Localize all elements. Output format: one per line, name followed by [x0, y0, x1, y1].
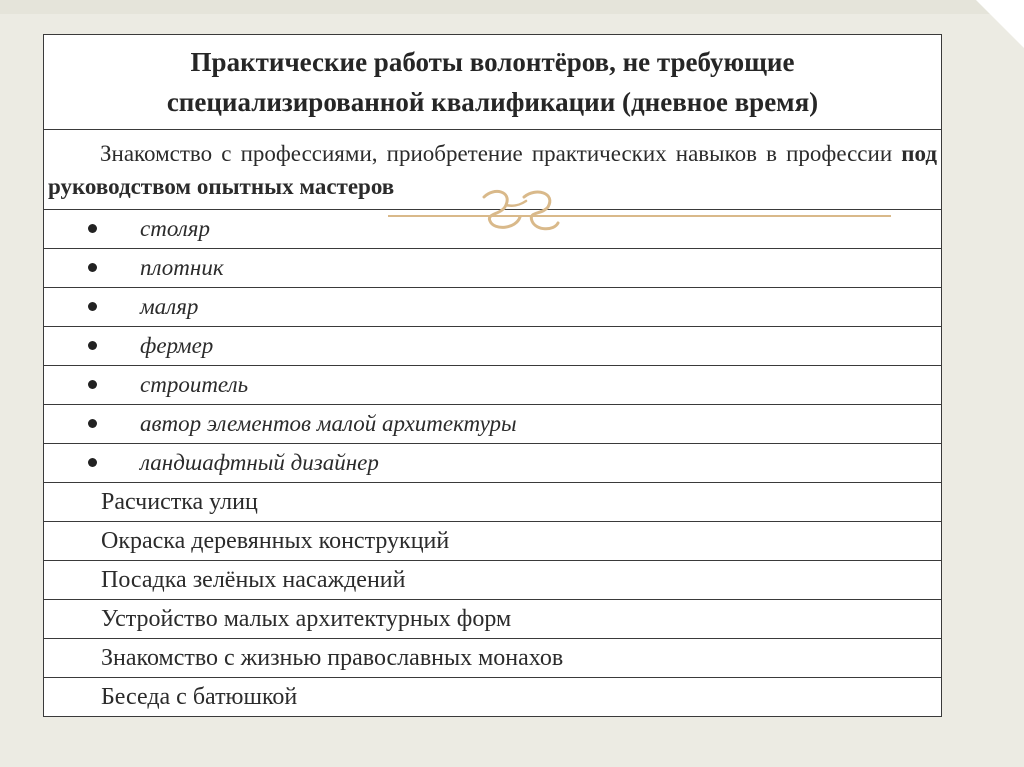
task-cell: Беседа с батюшкой [44, 678, 942, 717]
bullet-icon [88, 302, 97, 311]
profession-label: фермер [140, 333, 214, 358]
page-curl-corner [976, 0, 1024, 48]
table-row [44, 327, 942, 366]
table-row [44, 678, 942, 717]
task-cell: Расчистка улиц [44, 483, 942, 522]
bullet-icon [88, 458, 97, 467]
title-line-2: специализированной квалификации (дневное время) [166, 87, 819, 117]
slide-top-frame [0, 0, 1024, 14]
profession-cell [44, 366, 942, 405]
table-row [44, 522, 942, 561]
profession-cell [44, 327, 942, 366]
profession-cell [44, 249, 942, 288]
table-row [44, 249, 942, 288]
table-row [44, 639, 942, 678]
intro-bold-text: под руководством опытных мастеров [48, 140, 937, 199]
volunteer-works-table [43, 34, 942, 717]
profession-label: маляр [140, 294, 199, 319]
intro-text: Знакомство с профессиями, приобретение практических навыков в профессии [100, 140, 902, 166]
bullet-icon [88, 380, 97, 389]
table-row [44, 600, 942, 639]
bullet-icon [88, 341, 97, 350]
profession-cell [44, 405, 942, 444]
title-line-1: Практические работы волонтёров, не требующие [190, 47, 795, 77]
task-cell: Устройство малых архитектурных форм [44, 600, 942, 639]
task-cell: Посадка зелёных насаждений [44, 561, 942, 600]
table-row [44, 561, 942, 600]
table-row [44, 483, 942, 522]
profession-label: строитель [140, 372, 249, 397]
profession-label: плотник [140, 255, 224, 280]
bullet-icon [88, 263, 97, 272]
table-row [44, 444, 942, 483]
decorative-divider-line [388, 215, 891, 217]
bullet-icon [88, 224, 97, 233]
profession-label: столяр [140, 216, 210, 241]
table-row [44, 288, 942, 327]
profession-cell [44, 288, 942, 327]
task-cell: Окраска деревянных конструкций [44, 522, 942, 561]
table-title [44, 35, 942, 130]
flourish-ornament-icon [476, 185, 562, 237]
table-header-row [44, 35, 942, 130]
task-cell: Знакомство с жизнью православных монахов [44, 639, 942, 678]
table-row [44, 405, 942, 444]
profession-label: автор элементов малой архитектуры [140, 411, 517, 436]
profession-label: ландшафтный дизайнер [140, 450, 379, 475]
table-row [44, 366, 942, 405]
profession-cell [44, 444, 942, 483]
bullet-icon [88, 419, 97, 428]
